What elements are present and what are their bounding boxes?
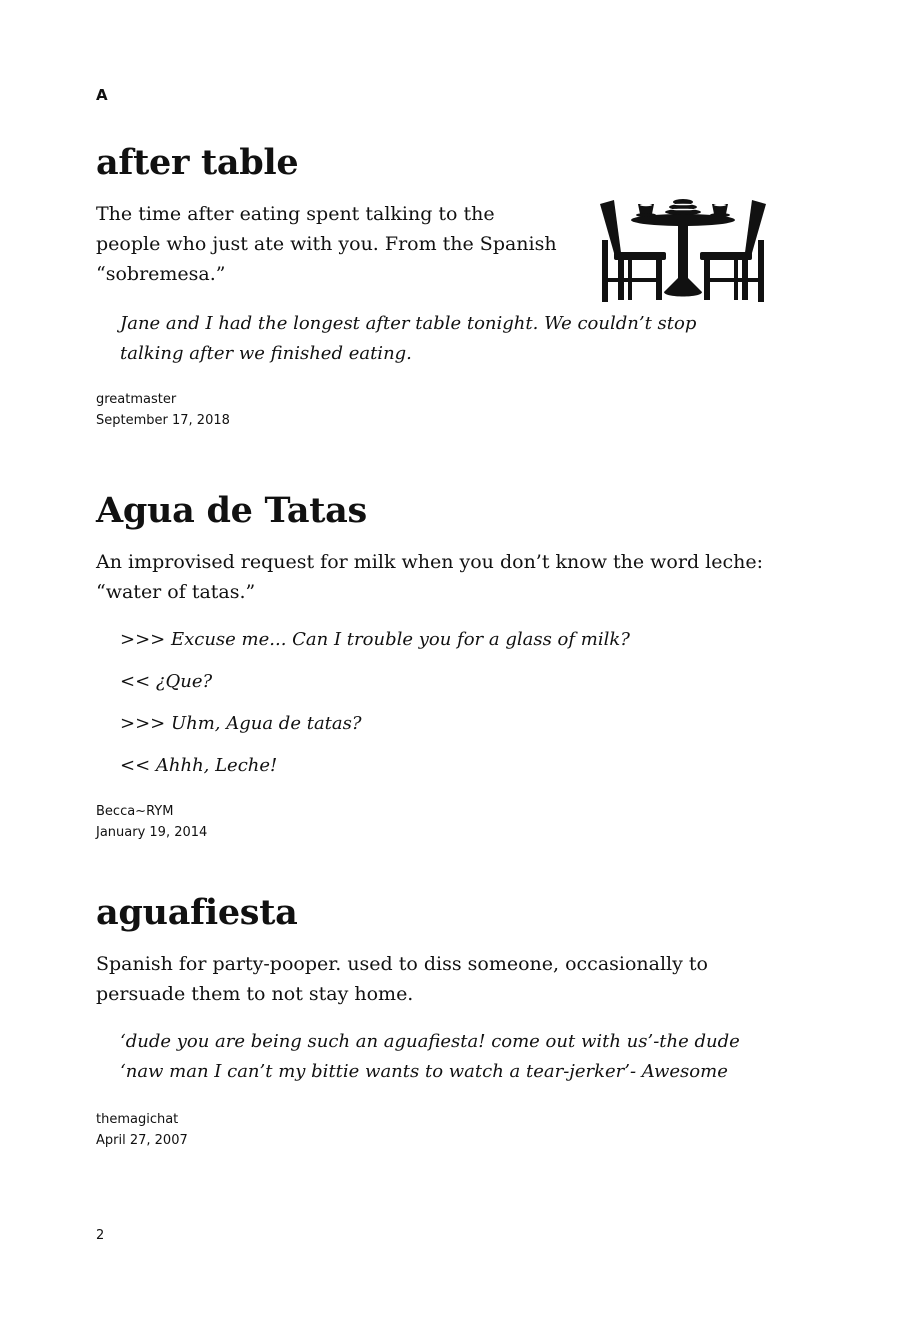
entry-date: January 19, 2014 <box>96 825 208 840</box>
entry-example <box>120 625 776 781</box>
definition-line: “sobremesa.” <box>96 263 226 285</box>
definition-line: “water of tatas.” <box>96 581 256 603</box>
entry-date: April 27, 2007 <box>96 1133 188 1148</box>
example-line: >>> Excuse me... Can I trouble you for a glass of milk? <box>120 629 630 650</box>
entry-title: after table <box>96 142 299 183</box>
entry-meta <box>96 1109 776 1151</box>
example-line: Jane and I had the longest after table tonight. We couldn’t stop <box>120 313 697 334</box>
example-line: << ¿Que? <box>120 671 213 692</box>
example-line: >>> Uhm, Agua de tatas? <box>120 713 362 734</box>
entry-example <box>120 309 776 369</box>
example-line: << Ahhh, Leche! <box>120 755 278 776</box>
entry-meta <box>96 801 776 843</box>
definition-line: Spanish for party-pooper. used to diss someone, occasionally to <box>96 953 708 975</box>
example-line: talking after we finished eating. <box>120 343 412 364</box>
entry-agua-de-tatas <box>96 489 776 843</box>
entry-author: greatmaster <box>96 392 177 407</box>
definition-line: An improvised request for milk when you don’t know the word leche: <box>96 551 763 573</box>
page-number: 2 <box>96 1228 105 1243</box>
example-line: ‘dude you are being such an aguafiesta! come out with us’-the dude <box>120 1031 740 1052</box>
entry-title: aguafiesta <box>96 892 298 933</box>
definition-line: people who just ate with you. From the Spanish <box>96 233 557 255</box>
entry-author: themagichat <box>96 1112 179 1127</box>
entry-author: Becca~RYM <box>96 804 174 819</box>
entry-date: September 17, 2018 <box>96 413 230 428</box>
entry-definition <box>96 949 776 1009</box>
entry-example <box>120 1027 776 1087</box>
definition-line: persuade them to not stay home. <box>96 983 414 1005</box>
entry-definition <box>96 547 776 607</box>
example-line: ‘naw man I can’t my bittie wants to watch a tear-jerker’- Awesome <box>120 1061 728 1082</box>
section-letter: A <box>96 86 108 104</box>
entry-meta <box>96 389 776 431</box>
cafe-table-with-chairs-icon <box>598 196 768 304</box>
entry-aguafiesta <box>96 891 776 1151</box>
entry-title: Agua de Tatas <box>96 490 367 531</box>
definition-line: The time after eating spent talking to the <box>96 203 495 225</box>
